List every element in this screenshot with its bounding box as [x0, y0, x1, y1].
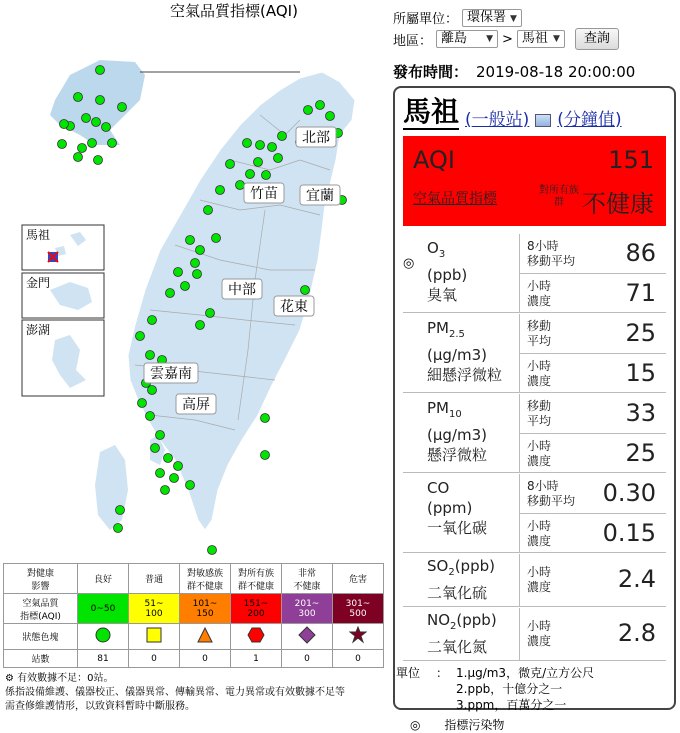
station-marker[interactable]	[186, 236, 195, 245]
units-legend: 單位 ： 1.μg/m3，微克/立方公尺 2.ppb，十億分之一 3.ppm，百萬分之一 ◎ 指標污染物	[396, 666, 595, 732]
star-icon	[333, 624, 384, 650]
unit-line-1: 1.μg/m3，微克/立方公尺	[456, 666, 595, 680]
station-marker[interactable]	[208, 546, 217, 555]
svg-text:花東: 花東	[280, 299, 308, 315]
square-icon	[129, 624, 180, 650]
triangle-icon	[180, 624, 231, 650]
aqi-label: AQI	[413, 146, 455, 174]
pollutant-block	[395, 608, 676, 660]
measure-value: 33	[625, 398, 656, 427]
legend-level-name: 非常 不健康	[282, 564, 333, 594]
station-marker[interactable]	[88, 139, 97, 148]
footnote-3: 需查修維護情形，以致資料暫時中斷服務。	[5, 701, 195, 712]
footnotes	[5, 672, 345, 714]
region-label[interactable]	[176, 394, 216, 414]
legend-level-count: 0	[180, 650, 231, 668]
station-header	[403, 96, 622, 130]
aqi-link[interactable]: 空氣品質指標	[413, 191, 497, 207]
station-marker[interactable]	[136, 332, 145, 341]
station-marker[interactable]	[236, 181, 245, 190]
legend-header-health: 對健康 影響	[4, 564, 78, 594]
pollutant-measure	[519, 433, 666, 472]
legend-level-name: 普通	[129, 564, 180, 594]
station-marker[interactable]	[58, 140, 67, 149]
aqi-box	[403, 136, 666, 226]
legend-header-count: 站數	[4, 650, 78, 668]
aqi-value: 151	[608, 146, 654, 174]
measure-label: 小時 濃度	[527, 565, 552, 594]
pollutant-measure	[519, 273, 666, 312]
unit-row	[393, 8, 522, 27]
station-marker[interactable]	[60, 120, 69, 129]
legend-header-aqi: 空氣品質 指標(AQI)	[4, 594, 78, 624]
legend-level-count: 0	[333, 650, 384, 668]
publish-time	[393, 61, 635, 82]
station-marker[interactable]	[301, 286, 310, 295]
station-marker[interactable]	[304, 106, 313, 115]
measure-value: 0.30	[602, 478, 656, 507]
region-label[interactable]	[244, 183, 284, 203]
region-label[interactable]	[274, 296, 314, 316]
region-label[interactable]	[222, 279, 262, 299]
station-marker[interactable]	[204, 206, 213, 215]
station-marker[interactable]	[151, 444, 160, 453]
station-marker[interactable]	[146, 412, 155, 421]
offshore-island	[95, 445, 128, 530]
measure-value: 2.4	[617, 565, 656, 593]
svg-text:北部: 北部	[302, 130, 330, 146]
hexagon-icon	[231, 624, 282, 650]
region-label[interactable]	[300, 185, 340, 205]
pollutant-name: $PM_{10}$ (μg/m3) 懸浮微粒	[427, 399, 488, 464]
station-marker[interactable]	[216, 186, 225, 195]
measure-value: 71	[625, 278, 656, 307]
station-marker[interactable]	[278, 132, 287, 141]
footnote-2: 係指設備維護、儀器校正、儀器異常、傳輸異常、電力異常或有效數據不足等	[5, 687, 345, 698]
legend-level-range: 51~ 100	[129, 594, 180, 624]
pollutant-measure	[519, 234, 666, 273]
station-marker[interactable]	[102, 123, 111, 132]
unit-line-2: 2.ppb，十億分之一	[456, 682, 563, 696]
aqi-legend	[3, 563, 384, 668]
legend-level-name: 對所有族 群不健康	[231, 564, 282, 594]
radio-icon: ◎	[410, 718, 421, 732]
station-marker[interactable]	[243, 139, 252, 148]
chevron-down-icon: ▼	[510, 13, 517, 24]
station-marker[interactable]	[174, 268, 183, 277]
station-marker[interactable]	[256, 141, 265, 150]
pollutant-measure	[519, 474, 666, 513]
station-marker[interactable]	[181, 282, 190, 291]
inset-label: 金門	[26, 276, 51, 290]
unit-select[interactable]: 環保署 ▼	[462, 9, 522, 27]
legend-level-range: 0~50	[78, 594, 129, 624]
footnote-1: 有效數據不足：0站。	[17, 673, 114, 684]
legend-level-count: 0	[282, 650, 333, 668]
query-button[interactable]: 查詢	[575, 28, 619, 50]
aqi-group: 對所有族群	[539, 185, 579, 208]
station-marker[interactable]	[261, 451, 270, 460]
station-select[interactable]: 馬祖 ▼	[517, 30, 565, 48]
measure-label: 8小時 移動平均	[527, 478, 576, 508]
pollutant-measure	[519, 608, 666, 660]
pollutant-name: $NO_2(ppb)$ 二氧化氮	[427, 611, 497, 656]
station-marker[interactable]	[170, 474, 179, 483]
publish-value: 2019-08-18 20:00:00	[476, 63, 636, 81]
legend-level-count: 81	[78, 650, 129, 668]
station-marker[interactable]	[82, 114, 91, 123]
station-marker[interactable]	[196, 246, 205, 255]
measure-label: 小時 濃度	[527, 518, 552, 548]
station-marker[interactable]	[193, 270, 202, 279]
legend-level-name: 對敏感族 群不健康	[180, 564, 231, 594]
svg-text:竹苗: 竹苗	[250, 186, 278, 202]
station-marker[interactable]	[118, 103, 127, 112]
area-label: 地區：	[393, 33, 433, 49]
station-marker[interactable]	[254, 158, 263, 167]
minute-value-link[interactable]: (分鐘值)	[557, 110, 622, 130]
measure-label: 小時 濃度	[527, 619, 552, 648]
circle-icon	[78, 624, 129, 650]
chevron-down-icon: ▼	[553, 34, 560, 44]
measure-value: 2.8	[617, 619, 656, 647]
measure-value: 25	[625, 438, 656, 467]
legend-level-range: 101~ 150	[180, 594, 231, 624]
station-marker[interactable]	[226, 160, 235, 169]
station-marker[interactable]	[212, 234, 221, 243]
station-marker[interactable]	[108, 139, 117, 148]
station-marker[interactable]	[246, 170, 255, 179]
station-marker[interactable]	[186, 481, 195, 490]
pollutant-block	[395, 234, 676, 312]
pollutant-measure	[519, 513, 666, 552]
pollutant-block	[395, 314, 676, 392]
pollutant-measure	[519, 314, 666, 353]
area-row	[393, 28, 619, 50]
region-label[interactable]	[144, 363, 198, 383]
legend-header-shape: 狀態色塊	[4, 624, 78, 650]
station-marker[interactable]	[326, 112, 335, 121]
pollutant-block	[395, 554, 676, 606]
station-marker[interactable]	[268, 143, 277, 152]
svg-text:中部: 中部	[228, 282, 256, 298]
station-marker[interactable]	[96, 66, 105, 75]
measure-label: 小時 濃度	[527, 358, 552, 388]
station-marker[interactable]	[92, 118, 101, 127]
station-type-link[interactable]: (一般站)	[465, 110, 530, 130]
unit-line-3: 3.ppm，百萬分之一	[456, 698, 567, 712]
station-marker[interactable]	[148, 316, 157, 325]
legend-level-name: 良好	[78, 564, 129, 594]
svg-text:宜蘭: 宜蘭	[306, 188, 334, 204]
pollutant-measure	[519, 554, 666, 606]
legend-level-count: 1	[231, 650, 282, 668]
chart-icon[interactable]	[535, 114, 551, 127]
pollutant-name: $SO_2(ppb)$ 二氧化硫	[427, 557, 495, 602]
measure-value: 86	[625, 238, 656, 267]
station-marker[interactable]	[156, 469, 165, 478]
legend-level-range: 151~ 200	[231, 594, 282, 624]
station-marker[interactable]	[148, 386, 157, 395]
pollutant-name: CO (ppm) 一氧化碳	[427, 479, 488, 537]
pollutant-name: $PM_{2.5}$ (μg/m3) 細懸浮微粒	[427, 319, 503, 384]
pollutant-block	[395, 474, 676, 552]
measure-label: 小時 濃度	[527, 278, 552, 308]
measure-label: 小時 濃度	[527, 438, 552, 468]
area-select[interactable]: 離島 ▼	[436, 30, 498, 48]
indicator-pollutant-icon: ◎	[403, 256, 415, 271]
station-marker[interactable]	[116, 506, 125, 515]
legend-level-name: 危害	[333, 564, 384, 594]
chevron-down-icon: ▼	[486, 34, 494, 44]
station-marker[interactable]	[261, 414, 270, 423]
station-marker[interactable]	[262, 171, 271, 180]
map-title: 空氣品質指標(AQI)	[170, 2, 298, 20]
units-label: 單位	[396, 666, 421, 680]
station-marker[interactable]	[206, 309, 215, 318]
station-panel	[393, 86, 676, 710]
unit-label: 所屬單位：	[393, 12, 459, 27]
separator-arrow: >	[502, 31, 513, 47]
diamond-icon	[282, 624, 333, 650]
station-marker[interactable]	[174, 462, 183, 471]
station-marker[interactable]	[191, 259, 200, 268]
station-marker[interactable]	[94, 156, 103, 165]
legend-level-range: 201~ 300	[282, 594, 333, 624]
station-marker[interactable]	[274, 154, 283, 163]
legend-level-count: 0	[129, 650, 180, 668]
pollutant-block	[395, 394, 676, 472]
station-marker[interactable]	[164, 454, 173, 463]
legend-level-range: 301~ 500	[333, 594, 384, 624]
station-marker[interactable]	[196, 321, 205, 330]
pollutant-name: $O_3$ (ppb) 臭氧	[427, 239, 468, 304]
station-marker[interactable]	[156, 431, 165, 440]
measure-value: 0.15	[602, 518, 656, 547]
publish-label: 發布時間：	[393, 63, 469, 81]
pollutant-measure	[519, 353, 666, 392]
inset-label: 馬祖	[26, 228, 51, 242]
svg-text:高屏: 高屏	[182, 397, 210, 413]
measure-label: 移動 平均	[527, 398, 552, 428]
inset-label: 澎湖	[26, 323, 51, 337]
station-marker[interactable]	[138, 399, 147, 408]
indicator-pollutant-note: 指標污染物	[444, 718, 505, 732]
measure-label: 8小時 移動平均	[527, 238, 576, 268]
station-name: 馬祖	[403, 95, 460, 128]
region-label[interactable]	[296, 127, 336, 147]
station-marker[interactable]	[74, 153, 83, 162]
pollutant-measure	[519, 394, 666, 433]
station-marker[interactable]	[316, 101, 325, 110]
station-marker[interactable]	[166, 289, 175, 298]
svg-text:雲嘉南: 雲嘉南	[150, 366, 192, 382]
taiwan-aqi-map	[0, 20, 390, 560]
measure-value: 25	[625, 318, 656, 347]
warning-icon: ⚙	[5, 673, 14, 684]
aqi-status: 不健康	[582, 190, 654, 218]
station-marker[interactable]	[161, 486, 170, 495]
measure-label: 移動 平均	[527, 318, 552, 348]
station-marker[interactable]	[146, 351, 155, 360]
station-marker[interactable]	[96, 96, 105, 105]
station-marker[interactable]	[78, 144, 87, 153]
station-marker[interactable]	[114, 524, 123, 533]
measure-value: 15	[625, 358, 656, 387]
station-marker[interactable]	[74, 93, 83, 102]
